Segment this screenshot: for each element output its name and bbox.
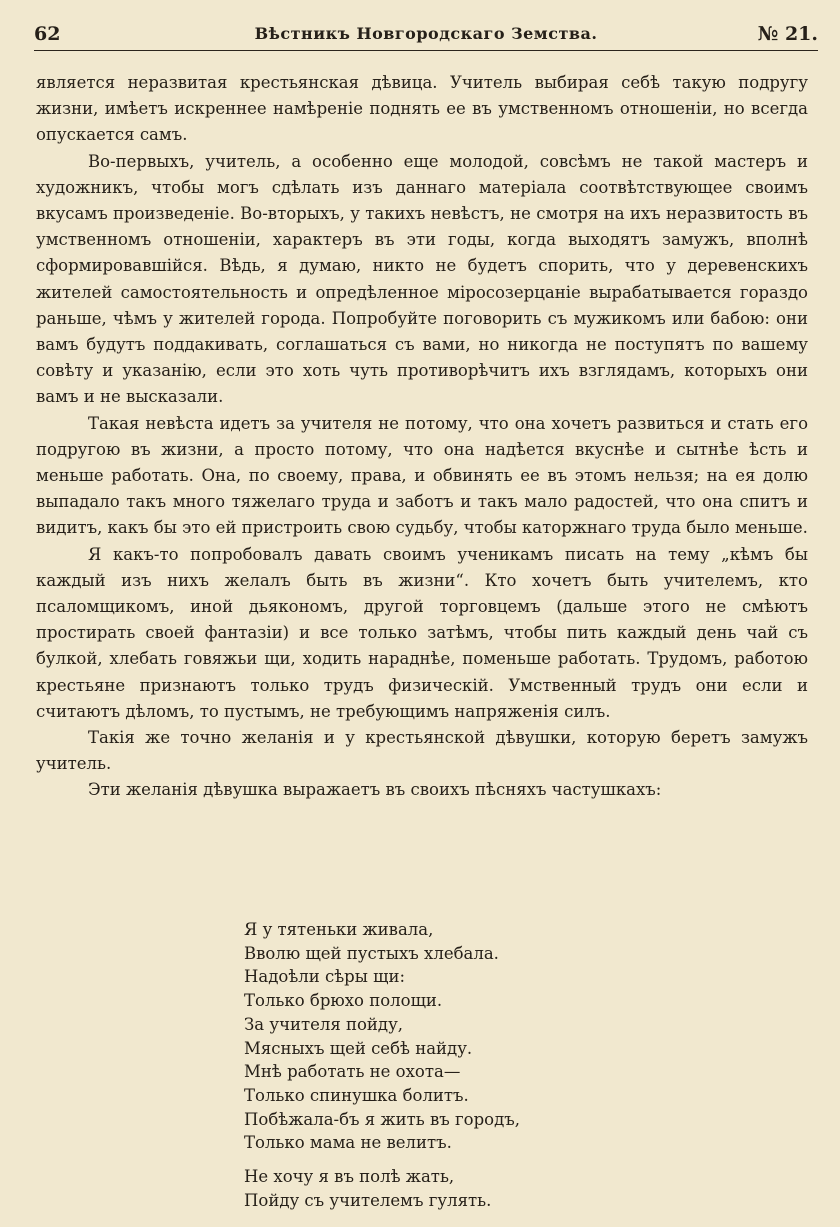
journal-title: Вѣстникъ Новгородскаго Земства. [254, 24, 598, 43]
poem-line: Мнѣ работать не охота— [244, 1062, 461, 1082]
poem-line: Пойду съ учителемъ гулять. [244, 1190, 492, 1210]
poem-line: Только брюхо полощи. [244, 991, 443, 1011]
article-body [36, 70, 808, 804]
running-header [34, 20, 818, 51]
paragraph-5: Такія же точно желанія и у крестьянской дѣвушки, которую беретъ замужъ учитель. [36, 728, 808, 774]
poem-stanza-1 [244, 918, 520, 1155]
poem-line: Я у тятеньки живала, [244, 920, 434, 939]
paragraph-6: Эти желанія дѣвушка выражаетъ въ своихъ пѣсняхъ частушкахъ: [88, 780, 662, 800]
poem-line: Не хочу я въ полѣ жать, [244, 1167, 455, 1187]
poem-line: Только мама не велитъ. [244, 1133, 452, 1153]
page-number: 62 [34, 23, 61, 45]
paragraph-1: является неразвитая крестьянская дѣвица. Учитель выбирая себѣ такую подругу жизни, имѣетъ искреннее намѣреніе поднять ее въ умственномъ отношеніи, но всегда опускается самъ. [36, 73, 808, 145]
poem-stanza-2 [244, 1165, 520, 1212]
paragraph-3: Такая невѣста идетъ за учителя не потому, что она хочетъ развиться и стать его подругою въ жизни, а просто потому, что она надѣется вкуснѣе и сытнѣе ѣсть и меньше работать. Она, по своему, права, и обвинять ее въ этомъ нельзя; на ея долю выпадало такъ много тяжелаго труда и заботъ и такъ мало радостей, что она спитъ и видитъ, какъ бы это ей пристроить свою судьбу, чтобы каторжнаго труда было меньше. [36, 413, 808, 538]
poem-line: Побѣжала-бъ я жить въ городъ, [244, 1109, 520, 1129]
poem-line: Вволю щей пустыхъ хлебала. [244, 943, 499, 963]
poem-line: Только спинушка болитъ. [244, 1085, 469, 1105]
paragraph-4: Я какъ-то попробовалъ давать своимъ ученикамъ писать на тему „кѣмъ бы каждый изъ нихъ желалъ быть въ жизни“. Кто хочетъ быть учителемъ, кто псаломщикомъ, иной дьякономъ, другой торговцемъ (дальше этого не смѣютъ простирать своей фантазіи) и все только затѣмъ, чтобы пить каждый день чай съ булкой, хлебать говяжьи щи, ходить нараднѣе, поменьше работать. Трудомъ, работою крестьяне признаютъ только трудъ физическій. Умственный трудъ они если и считаютъ дѣломъ, то пустымъ, не требующимъ напряженія силъ. [36, 544, 808, 721]
paragraph-2: Во-первыхъ, учитель, а особенно еще молодой, совсѣмъ не такой мастеръ и художникъ, чтобы могъ сдѣлать изъ даннаго матеріала соотвѣтствующее своимъ вкусамъ произведеніе. Во-вторыхъ, у такихъ невѣстъ, не смотря на ихъ неразвитость въ умственномъ отношеніи, характеръ въ эти годы, когда выходятъ замужъ, вполнѣ сформировавшійся. Вѣдь, я думаю, никто не будетъ спорить, что у деревенскихъ жителей самостоятельность и опредѣленное міросозерцаніе вырабатывается гораздо раньше, чѣмъ у жителей города. Попробуйте поговорить съ мужикомъ или бабою: они вамъ будутъ поддакивать, соглашаться съ вами, но никогда не поступятъ по вашему совѣту и указанію, если это хоть чуть противорѣчитъ ихъ взглядамъ, которыхъ они вамъ и не высказали. [36, 151, 808, 407]
issue-number: № 21. [757, 23, 818, 45]
poem-line: За учителя пойду, [244, 1014, 404, 1034]
chastushka-poem [244, 918, 520, 1222]
poem-line: Надоѣли сѣры щи: [244, 967, 406, 987]
poem-line: Мясныхъ щей себѣ найду. [244, 1038, 473, 1058]
